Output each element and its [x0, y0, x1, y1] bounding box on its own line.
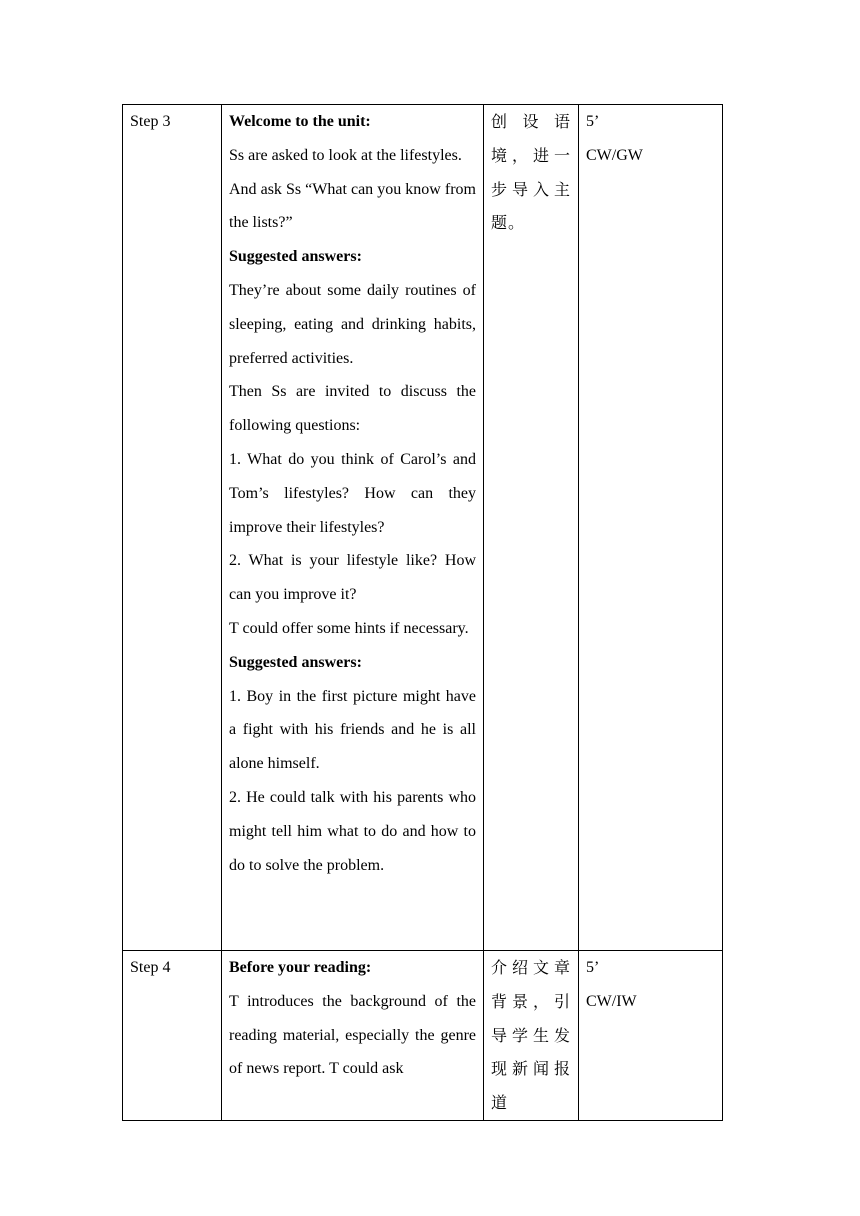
paragraph: T could offer some hints if necessary.: [229, 619, 469, 637]
step-cell: Step 4: [123, 951, 222, 1121]
section-heading: Before your reading:: [229, 959, 372, 976]
interaction-mode: CW/IW: [586, 992, 637, 1010]
section-heading: Suggested answers:: [229, 653, 362, 671]
section-heading: Suggested answers:: [229, 248, 362, 266]
paragraph: 2. He could talk with his parents who might tell him what to do and how to do to solve the problem.: [229, 788, 476, 874]
paragraph: They’re about some daily routines of sleeping, eating and drinking habits, preferred activities.: [229, 281, 476, 367]
duration: 5’: [586, 113, 600, 130]
paragraph: 2. What is your lifestyle like? How can you improve it?: [229, 552, 476, 604]
paragraph: And ask Ss “What can you know from the lists?”: [229, 180, 476, 232]
step-cell: Step 3: [123, 105, 222, 951]
section-heading: Welcome to the unit:: [229, 113, 371, 130]
time-cell: [579, 105, 723, 951]
paragraph: Then Ss are invited to discuss the following questions:: [229, 383, 476, 435]
content-cell: [222, 105, 484, 951]
duration: 5’: [586, 959, 600, 976]
table-row: [123, 105, 723, 951]
interaction-mode: CW/GW: [586, 146, 643, 164]
table-row: [123, 951, 723, 1121]
time-cell: [579, 951, 723, 1121]
content-cell: [222, 951, 484, 1121]
paragraph: 1. Boy in the first picture might have a fight with his friends and he is all alone himself.: [229, 687, 476, 773]
paragraph: Ss are asked to look at the lifestyles.: [229, 146, 462, 164]
paragraph: 1. What do you think of Carol’s and Tom’s lifestyles? How can they improve their lifestyles?: [229, 450, 476, 536]
purpose-cell: 创设语境，进一步导入主题。: [484, 105, 579, 951]
paragraph: T introduces the background of the reading material, especially the genre of news report. T could ask: [229, 992, 476, 1078]
purpose-cell: 介绍文章背景，引导学生发现新闻报道: [484, 951, 579, 1121]
lesson-plan-table: [122, 104, 723, 1121]
